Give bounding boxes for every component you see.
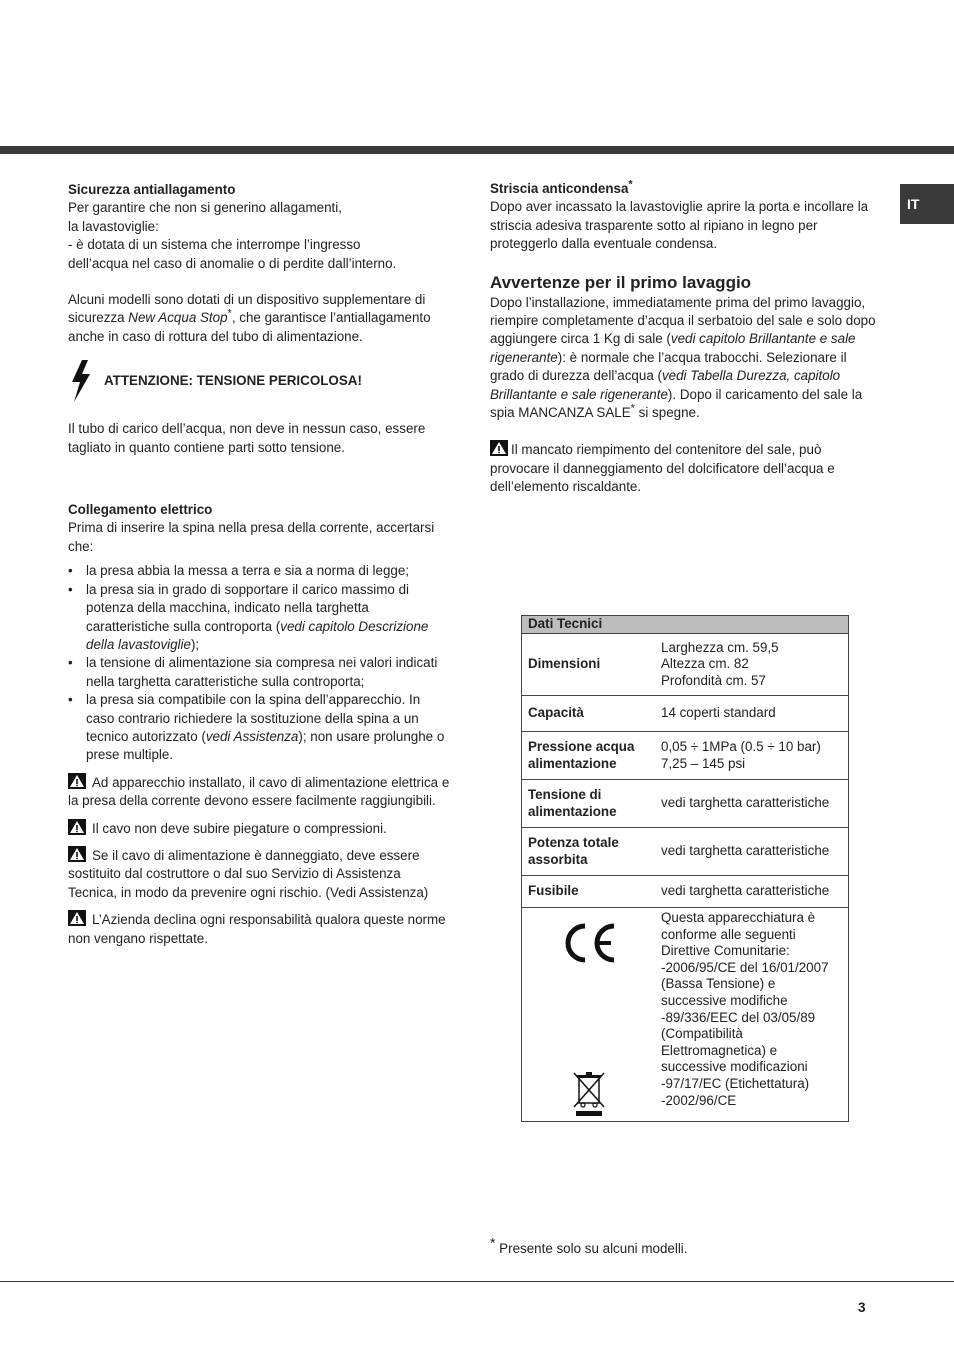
row-value: vedi targhetta caratteristiche [655,780,849,828]
text-span: L’Azienda declina ogni responsabilità qualora queste norme non vengano rispettate. [68,912,446,946]
paragraph-acqua-stop [68,291,450,346]
table-header-row [522,616,849,634]
warning-triangle-icon [68,819,86,835]
text-span: Ad apparecchio installato, il cavo di alimentazione elettrica e la presa della corrente devono essere facilmente raggiungibili. [68,774,450,809]
technical-data-table [521,615,849,1122]
row-label: Fusibile [522,876,656,908]
row-label [522,780,656,828]
reference: vedi capitolo Descrizione della lavastoviglie [86,618,429,652]
text-span: Alcuni modelli sono dotati di un dispositivo supplementare di sicurezza [68,292,426,326]
text-span: ): è normale che l’acqua trabocchi. Selezionare il grado di durezza dell’acqua ( [490,349,847,384]
row-value: 14 coperti standard [655,696,849,732]
language-tab: IT [900,184,954,224]
section-title-first-wash: Avvertenze per il primo lavaggio [490,272,752,292]
asterisk: * [490,1234,496,1251]
product-name: New Acqua Stop [128,310,228,326]
table-row [522,876,849,908]
asterisk: * [630,402,635,415]
text-span: si spegne. [634,405,700,421]
section-title-flood-safety: Sicurezza antiallagamento [68,182,236,197]
text-span: ). Dopo il caricamento del sale la spia MANCANZA SALE [490,386,863,421]
text-span: la presa sia compatibile con la spina dell’apparecchio. In caso contrario richiedere la sostituzione della spina a un tecnico autorizzato ( [86,692,421,744]
section-title-electrical: Collegamento elettrico [68,502,213,518]
text-span: la presa sia in grado di sopportare il carico massimo di potenza della macchina, indicato nella targhetta caratteristiche sulla controporta ( [86,581,410,634]
compliance-text: Questa apparecchiatura è conforme alle seguenti Direttive Comunitarie: -2006/95/CE del 16/01/2007 (Bassa Tensione) e successive modifiche -89/336/EEC del 03/05/89 (Compatibilità Elettromagnetica) e successive modificazioni -97/17/EC (Etichettatura) -2002/96/CE [655,908,849,1122]
row-label [522,732,656,780]
caution-note [68,819,450,838]
row-value [655,634,849,696]
text-span: Dopo l’installazione, immediatamente prima del primo lavaggio, riempire completamente d’acqua il serbatoio del sale e solo dopo aggiungere circa 1 Kg di sale ( [490,294,876,347]
table-row [522,908,849,1122]
value-line: Larghezza cm. 59,5 [661,639,779,655]
header-bar [0,146,954,154]
section-title-anticondensation [490,180,878,198]
text-span: Se il cavo di alimentazione è danneggiato, deve essere sostituito dal costruttore o dal suo Servizio di Assistenza Tecnica, in modo da prevenire ogni rischio. (Vedi Assistenza) [68,847,429,900]
warning-triangle-icon [490,440,508,456]
list-item [68,654,450,691]
list-item [68,691,450,765]
label-line: Potenza totale [528,834,619,850]
anticondensation-text: Dopo aver incassato la lavastoviglie aprire la porta e incollare la striscia adesiva trasparente sotto al ripiano in legno per proteggerlo dalla eventuale condensa. [490,199,869,252]
value-line: 7,25 – 145 psi [661,755,746,771]
text-line: dell’acqua nel caso di anomalie o di perdite dall’interno. [68,255,397,271]
warning-triangle-icon [68,910,86,926]
text-span: la presa abbia la messa a terra e sia a norma di legge; [86,563,410,579]
text-span: Striscia anticondensa [490,181,629,196]
reference: vedi Assistenza [205,728,299,744]
table-row [522,696,849,732]
reference: vedi capitolo Brillantante e sale rigenerante [490,331,856,365]
caution-note [68,773,450,811]
table-row [522,732,849,780]
value-line: Profondità cm. 57 [661,672,766,688]
table-row [522,780,849,828]
table-row [522,828,849,876]
text-span: ); non usare prolunghe o prese multiple. [86,728,445,763]
warning-triangle-icon [68,846,86,862]
caution-note [68,910,450,948]
ce-mark-icon [559,920,619,966]
weee-crossed-bin-icon [572,1071,606,1117]
list-item [68,581,450,655]
warning-triangle-icon [68,773,86,789]
text-line: Per garantire che non si generino allagamenti, [68,200,342,216]
value-line: 0,05 ÷ 1MPa (0.5 ÷ 10 bar) [661,738,821,754]
reference: vedi Tabella Durezza, capitolo Brillantante e sale rigenerante [490,368,841,402]
label-line: alimentazione [528,755,617,771]
salt-caution-note [490,440,878,496]
text-span: la tensione di alimentazione sia compresa nei valori indicati nella targhetta caratteristiche sulla controporta; [86,655,438,689]
row-value [655,732,849,780]
warning-text: Il tubo di carico dell’acqua, non deve in nessun caso, essere tagliato in quanto contiene parti sotto tensione. [68,421,426,455]
footnote-text: Presente solo su alcuni modelli. [495,1241,688,1256]
label-line: alimentazione [528,803,617,819]
lightning-bolt-icon [68,360,94,402]
text-span: Il mancato riempimento del contenitore del sale, può provocare il danneggiamento del dolcificatore dell’acqua e dell’elemento riscaldante. [490,442,835,495]
caution-note [68,846,450,902]
footer-rule [0,1281,954,1282]
footnote [490,1234,688,1258]
label-line: Tensione di [528,786,602,802]
left-column [68,181,450,948]
text-line: la lavastoviglie: [68,218,159,234]
marks-cell [522,908,656,1122]
first-wash-text [490,294,878,423]
electrical-intro: Prima di inserire la spina nella presa della corrente, accertarsi che: [68,520,435,554]
row-label: Dimensioni [522,634,656,696]
row-label: Capacità [522,696,656,732]
asterisk: * [227,307,232,320]
electrical-checklist [68,562,450,764]
page-number: 3 [858,1300,866,1315]
right-column [490,180,878,497]
text-span: ); [190,636,200,652]
text-line: - è dotata di un sistema che interrompe l’ingresso [68,237,361,253]
row-label [522,828,656,876]
table-header: Dati Tecnici [522,616,849,634]
label-line: assorbita [528,851,588,867]
list-item [68,562,450,580]
asterisk: * [628,178,633,191]
danger-warning [68,360,450,402]
value-line: Altezza cm. 82 [661,656,749,672]
label-line: Pressione acqua [528,738,635,754]
text-span: , che garantisce l’antiallagamento anche in caso di rottura del tubo di alimentazione. [68,310,431,344]
table-row [522,634,849,696]
row-value: vedi targhetta caratteristiche [655,828,849,876]
warning-title: ATTENZIONE: TENSIONE PERICOLOSA! [104,373,362,389]
row-value: vedi targhetta caratteristiche [655,876,849,908]
text-span: Il cavo non deve subire piegature o compressioni. [92,820,387,836]
